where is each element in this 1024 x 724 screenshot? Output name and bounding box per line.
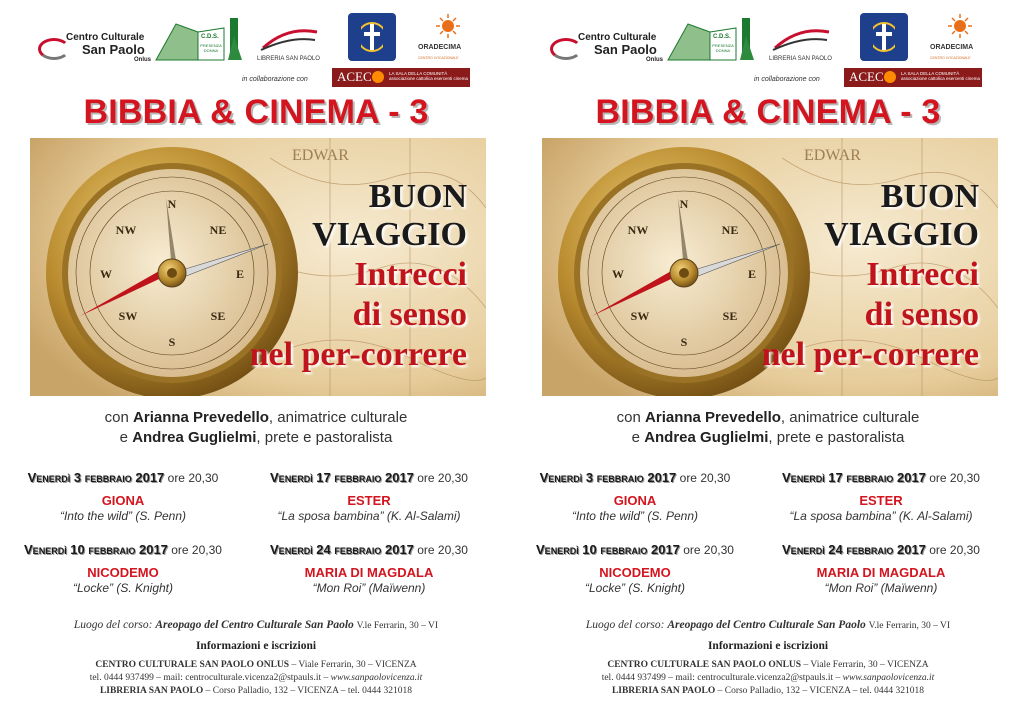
session-date: Venerdì 24 febbraio 2017 (270, 542, 414, 557)
sun-icon (930, 12, 980, 42)
footer-line (0, 673, 512, 683)
centro-culturale-logo (38, 30, 152, 64)
session-film: “Locke” (S. Knight) (584, 581, 686, 595)
session-item (766, 542, 996, 595)
footer-org: CENTRO CULTURALE SAN PAOLO ONLUS (95, 660, 290, 670)
logo-text: ORADECIMA (930, 44, 974, 51)
centro-culturale-logo (550, 30, 664, 64)
compass-letter: E (747, 267, 757, 281)
session-time: ore 20,30 (679, 471, 731, 485)
footer-text: – Corso Palladio, 132 – VICENZA – tel. 0444 321018 (203, 686, 413, 696)
speaker-role: , animatrice culturale (780, 409, 920, 426)
logo-text: Onlus (646, 57, 664, 63)
session-time: ore 20,30 (417, 471, 468, 485)
session-name: ESTER (859, 493, 903, 508)
speaker-line (512, 428, 1024, 448)
speaker-prefix: e (119, 429, 129, 446)
hero-image (30, 138, 486, 396)
footer-contact: tel. 0444 937499 – mail: centroculturale.vicenza2@stpauls.it – (601, 673, 843, 683)
logo-text: CENTRO VOCAZIONALE (930, 56, 971, 60)
acec-logo (332, 68, 470, 87)
compass-letter: W (612, 267, 624, 281)
session-time: ore 20,30 (683, 543, 734, 557)
compass-letter: SE (722, 309, 738, 323)
acec-mark-icon (884, 71, 896, 83)
session-name: ESTER (347, 493, 391, 508)
footer-line (512, 673, 1024, 683)
compass-letter: NE (209, 223, 227, 237)
logo-text: C.D.S. (713, 34, 731, 40)
book-tower-icon (154, 16, 244, 64)
session-film: “Locke” (S. Knight) (72, 581, 174, 595)
compass-letter: NW (627, 223, 649, 237)
speaker-line (0, 408, 512, 428)
session-item (766, 470, 996, 523)
hero-subline: di senso (352, 296, 467, 333)
session-film: “Mon Roi” (Maïwenn) (824, 581, 938, 595)
speakers (0, 408, 512, 448)
logo-text: C.D.S. (201, 34, 219, 40)
session-name: GIONA (613, 493, 657, 508)
logo-text: LA SALA DELLA COMUNITÀ associazione cattolica esercenti cinema (901, 71, 981, 81)
session-time: ore 20,30 (417, 543, 468, 557)
swoosh-icon (257, 26, 323, 56)
logo-text: LA SALA DELLA COMUNITÀ associazione cattolica esercenti cinema (389, 71, 469, 81)
venue-name: Areopago del Centro Culturale San Paolo (155, 619, 354, 631)
session-film: “Into the wild” (S. Penn) (571, 509, 699, 523)
speaker-prefix: e (631, 429, 641, 446)
libreria-logo (769, 26, 835, 66)
footer-text: – Viale Ferrarin, 30 – VICENZA (801, 660, 929, 670)
footer-line (512, 660, 1024, 670)
session-time: ore 20,30 (929, 543, 980, 557)
hero-subline: di senso (864, 296, 979, 333)
logo-text: PRESENZA DONNA (712, 43, 734, 53)
session-name: MARIA DI MAGDALA (304, 565, 434, 580)
logo-text: CENTRO VOCAZIONALE (418, 56, 459, 60)
session-item (8, 542, 238, 595)
website-link[interactable]: www.sanpaolovicenza.it (842, 673, 935, 683)
footer-contact: tel. 0444 937499 – mail: centroculturale.vicenza2@stpauls.it – (89, 673, 331, 683)
venue-address: V.le Ferrarin, 30 – VI (868, 621, 951, 631)
sun-icon (418, 12, 468, 42)
hero-subline: nel per-correre (249, 336, 467, 373)
compass-letter: SW (630, 309, 650, 323)
compass-letter: SE (210, 309, 226, 323)
compass-letter: E (235, 267, 245, 281)
session-film: “La sposa bambina” (K. Al-Salami) (277, 509, 461, 523)
logo-text: ORADECIMA (418, 44, 462, 51)
session-item (520, 542, 750, 595)
speaker-name: Andrea Guglielmi (644, 429, 769, 446)
venue-label: Luogo del corso: (585, 619, 665, 631)
compass-letter: NW (115, 223, 137, 237)
speaker-prefix: con (104, 409, 129, 426)
session-film: “Into the wild” (S. Penn) (59, 509, 187, 523)
session-date: Venerdì 24 febbraio 2017 (782, 542, 926, 557)
flyer-right (512, 0, 1024, 724)
cds-logo (154, 16, 244, 64)
session-item (8, 470, 238, 523)
libreria-logo (257, 26, 323, 66)
session-name: NICODEMO (599, 565, 671, 580)
speaker-name: Andrea Guglielmi (132, 429, 257, 446)
map-text: EDWAR (292, 147, 349, 164)
footer-text: – Corso Palladio, 132 – VICENZA – tel. 0444 321018 (715, 686, 925, 696)
session-date: Venerdì 17 febbraio 2017 (270, 470, 414, 485)
footer-org: LIBRERIA SAN PAOLO (99, 686, 204, 696)
compass-letter: NE (721, 223, 739, 237)
compass-letter: S (680, 335, 688, 349)
hero-image (542, 138, 998, 396)
info-heading: Informazioni e iscrizioni (195, 640, 317, 652)
session-name: GIONA (101, 493, 145, 508)
seal-logo (348, 13, 396, 61)
session-film: “Mon Roi” (Maïwenn) (312, 581, 426, 595)
venue-label: Luogo del corso: (73, 619, 153, 631)
hero-headline: BUON (880, 178, 979, 215)
logo-text: PRESENZA DONNA (200, 43, 222, 53)
footer-org: LIBRERIA SAN PAOLO (611, 686, 716, 696)
logo-text: ACEC (337, 69, 372, 84)
session-date: Venerdì 10 febbraio 2017 (536, 542, 680, 557)
venue-name: Areopago del Centro Culturale San Paolo (667, 619, 866, 631)
session-time: ore 20,30 (171, 543, 222, 557)
compass-letter: N (679, 197, 689, 211)
book-tower-icon (666, 16, 756, 64)
session-date: Venerdì 3 febbraio 2017 (539, 470, 677, 485)
hero-subline: Intrecci (354, 256, 467, 293)
session-name: NICODEMO (87, 565, 159, 580)
hero-headline: VIAGGIO (312, 216, 467, 253)
hero-headline: VIAGGIO (824, 216, 979, 253)
speaker-line (512, 408, 1024, 428)
session-time: ore 20,30 (167, 471, 219, 485)
page-title: BIBBIA & CINEMA - 3 (595, 93, 941, 131)
acec-mark-icon (372, 71, 384, 83)
session-film: “La sposa bambina” (K. Al-Salami) (789, 509, 973, 523)
speaker-name: Arianna Prevedello (645, 409, 781, 426)
speaker-role: , animatrice culturale (268, 409, 408, 426)
footer-org: CENTRO CULTURALE SAN PAOLO ONLUS (607, 660, 802, 670)
logo-text: LIBRERIA SAN PAOLO (769, 56, 832, 62)
logo-text: San Paolo (594, 42, 657, 57)
venue-line (0, 619, 512, 631)
collab-label: in collaborazione con (754, 76, 820, 83)
compass-letter: N (167, 197, 177, 211)
logo-text: LIBRERIA SAN PAOLO (257, 56, 320, 62)
oradecima-logo (418, 12, 468, 64)
speakers (512, 408, 1024, 448)
website-link[interactable]: www.sanpaolovicenza.it (330, 673, 423, 683)
session-item (254, 470, 484, 523)
hero-subline: nel per-correre (761, 336, 979, 373)
logo-text: San Paolo (82, 42, 145, 57)
info-heading: Informazioni e iscrizioni (707, 640, 829, 652)
logo-text: ACEC (849, 69, 884, 84)
compass-letter: W (100, 267, 112, 281)
cross-icon (873, 21, 895, 53)
hero-subline: Intrecci (866, 256, 979, 293)
session-date: Venerdì 17 febbraio 2017 (782, 470, 926, 485)
speaker-role: , prete e pastoralista (256, 429, 393, 446)
collab-label: in collaborazione con (242, 76, 308, 83)
session-date: Venerdì 10 febbraio 2017 (24, 542, 168, 557)
seal-logo (860, 13, 908, 61)
speaker-line (0, 428, 512, 448)
session-item (254, 542, 484, 595)
speaker-role: , prete e pastoralista (768, 429, 905, 446)
venue-address: V.le Ferrarin, 30 – VI (356, 621, 439, 631)
oradecima-logo (930, 12, 980, 64)
session-name: MARIA DI MAGDALA (816, 565, 946, 580)
logo-text: Onlus (134, 57, 152, 63)
venue-line (512, 619, 1024, 631)
speaker-name: Arianna Prevedello (133, 409, 269, 426)
footer-line (0, 686, 512, 696)
swoosh-icon (769, 26, 835, 56)
footer-line (0, 660, 512, 670)
footer-text: – Viale Ferrarin, 30 – VICENZA (289, 660, 417, 670)
session-date: Venerdì 3 febbraio 2017 (27, 470, 165, 485)
logo-text: Centro Culturale (578, 32, 657, 43)
hero-headline: BUON (368, 178, 467, 215)
speaker-prefix: con (616, 409, 641, 426)
cds-logo (666, 16, 756, 64)
compass-letter: S (168, 335, 176, 349)
session-time: ore 20,30 (929, 471, 980, 485)
page-title: BIBBIA & CINEMA - 3 (83, 93, 429, 131)
logo-text: Centro Culturale (66, 32, 145, 43)
acec-logo (844, 68, 982, 87)
footer-line (512, 686, 1024, 696)
session-item (520, 470, 750, 523)
map-text: EDWAR (804, 147, 861, 164)
compass-letter: SW (118, 309, 138, 323)
cross-icon (361, 21, 383, 53)
